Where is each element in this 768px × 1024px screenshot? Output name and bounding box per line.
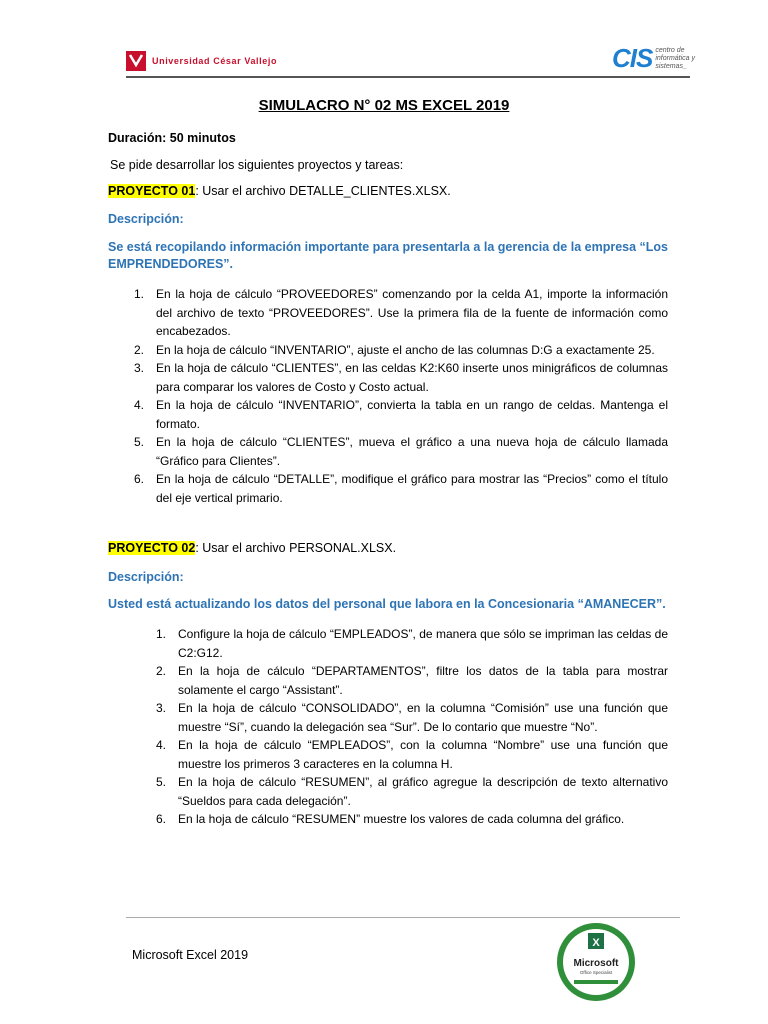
list-item: 6. En la hoja de cálculo “DETALLE”, modifique el gráfico para mostrar las “Precios” como el título del eje vertical primario. — [134, 472, 668, 505]
project1-description: Se está recopilando información importante para presentarla a la gerencia de la empresa “Los EMPRENDEDORES”. — [108, 240, 668, 271]
svg-text:X: X — [592, 937, 600, 949]
project1-label: PROYECTO 01 — [108, 184, 196, 198]
list-item: 3. En la hoja de cálculo “CLIENTES”, en las celdas K2:K60 inserte unos minigráficos de columnas para comparar los valores de Costo y Costo actual. — [134, 361, 668, 394]
ucv-shield-icon — [126, 51, 146, 71]
list-item: 2. En la hoja de cálculo “DEPARTAMENTOS”, filtre los datos de la tabla para mostrar solamente el cargo “Assistant”. — [156, 664, 668, 697]
university-name: Universidad César Vallejo — [152, 56, 278, 66]
list-item: 4. En la hoja de cálculo “INVENTARIO”, convierta la tabla en un rango de celdas. Mantenga el formato. — [134, 398, 668, 431]
list-item: 6. En la hoja de cálculo “RESUMEN” muestre los valores de cada columna del gráfico. — [156, 812, 625, 826]
project2-heading — [108, 541, 396, 555]
badge-brand: Microsoft — [573, 958, 619, 969]
footer-text: Microsoft Excel 2019 — [132, 948, 249, 962]
mos-badge-icon — [556, 922, 636, 1002]
cis-brand: CIS — [612, 43, 653, 73]
list-item: 4. En la hoja de cálculo “EMPLEADOS”, con la columna “Nombre” use una función que muestre los primeros 3 caracteres en la columna H. — [156, 738, 668, 771]
project2-label: PROYECTO 02 — [108, 541, 196, 555]
list-item: 3. En la hoja de cálculo “CONSOLIDADO”, en la columna “Comisión” use una función que muestre “Sí”, cuando la delegación sea “Sur”. De lo contario que muestre “No”. — [156, 701, 668, 734]
university-logo — [126, 50, 277, 72]
list-item: 1. En la hoja de cálculo “PROVEEDORES” comenzando por la celda A1, importe la información del archivo de texto “PROVEEDORES”. Use la primera fila de la fuente de información como encabezados. — [134, 287, 668, 338]
project1-heading — [108, 184, 451, 198]
project1-file: : Usar el archivo DETALLE_CLIENTES.XLSX. — [195, 184, 451, 198]
page-title: SIMULACRO N° 02 MS EXCEL 2019 — [258, 97, 510, 114]
project2-task-list — [156, 625, 668, 829]
cis-tagline: centro de informática y sistemas_ — [655, 46, 696, 70]
header-divider — [126, 76, 690, 78]
project2-description: Usted está actualizando los datos del personal que labora en la Concesionaria “AMANECER”. — [108, 597, 666, 611]
project2-description-label: Descripción: — [108, 570, 184, 584]
cis-logo — [612, 43, 711, 74]
list-item: 5. En la hoja de cálculo “CLIENTES”, mueva el gráfico a una nueva hoja de cálculo llamada “Gráfico para Clientes”. — [134, 435, 668, 468]
project1-task-list — [134, 285, 668, 507]
footer-divider — [126, 917, 680, 918]
project2-file: : Usar el archivo PERSONAL.XLSX. — [195, 541, 397, 555]
duration: Duración: 50 minutos — [108, 131, 236, 145]
intro-text: Se pide desarrollar los siguientes proyectos y tareas: — [110, 158, 404, 172]
list-item: 5. En la hoja de cálculo “RESUMEN”, al gráfico agregue la descripción de texto alternativo “Sueldos para cada delegación”. — [156, 775, 668, 808]
project1-description-label: Descripción: — [108, 212, 184, 226]
list-item: 1. Configure la hoja de cálculo “EMPLEADOS”, de manera que sólo se impriman las celdas de C2:G12. — [156, 627, 668, 660]
list-item: 2. En la hoja de cálculo “INVENTARIO”, ajuste el ancho de las columnas D:G a exactamente 25. — [134, 342, 655, 357]
badge-sub: Office Specialist — [579, 970, 613, 975]
